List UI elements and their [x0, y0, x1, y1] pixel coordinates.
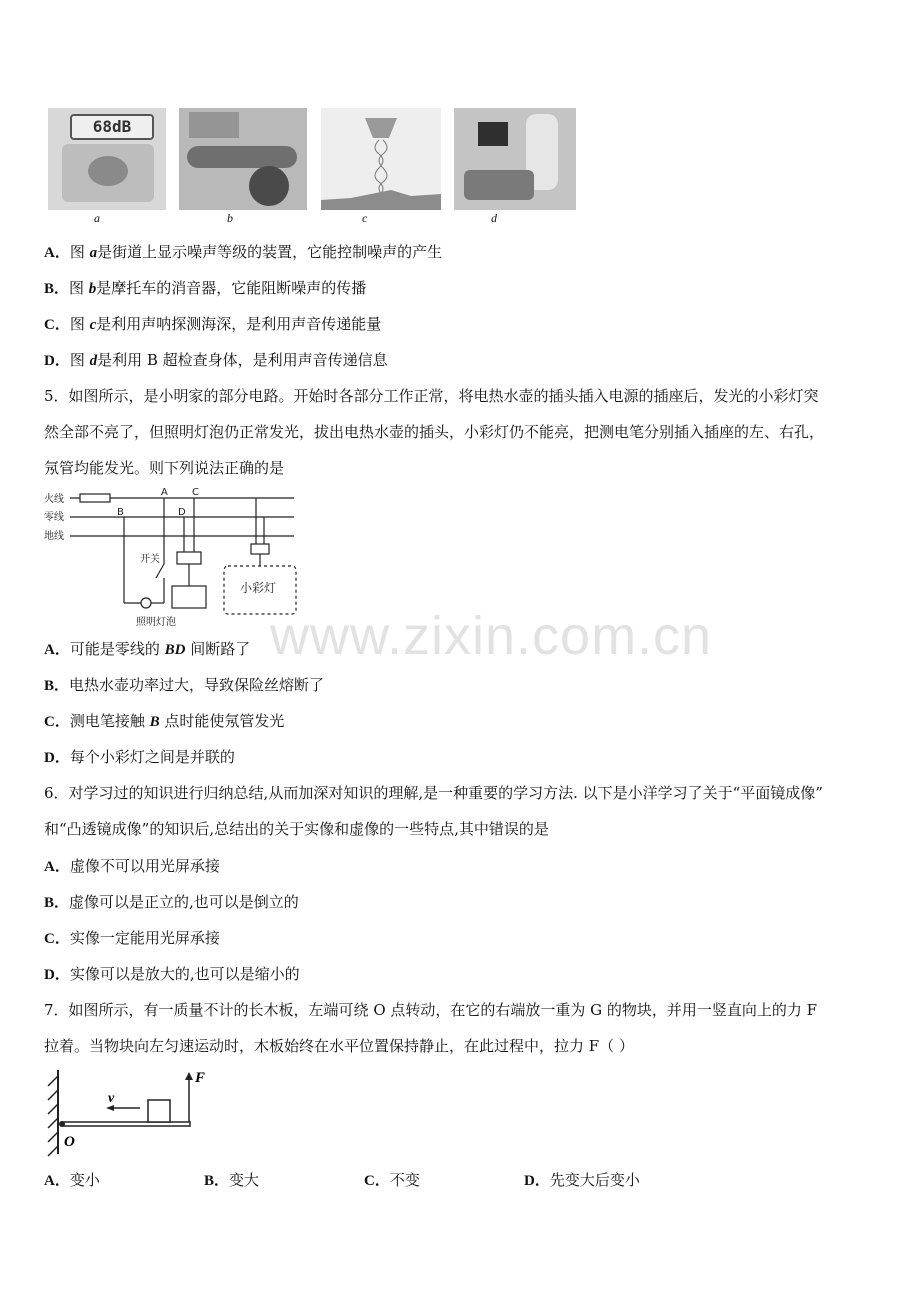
label-point-c: C	[192, 487, 199, 498]
caption-c: c	[362, 211, 368, 225]
q4-option-c: C．图 c是利用声呐探测海深，是利用声音传递能量	[44, 315, 382, 333]
label-point-d: D	[178, 507, 186, 518]
q6-stem-line2: 和“凸透镜成像”的知识后,总结出的关于实像和虚像的一些特点,其中错误的是	[44, 820, 549, 838]
noise-meter-display: 68dB	[70, 114, 154, 140]
sonar-ship-illustration	[321, 108, 441, 210]
q5-stem-line1: 5．如图所示，是小明家的部分电路。开始时各部分工作正常，将电热水壶的插头插入电源的插座后，发光的小彩灯突	[44, 387, 819, 405]
caption-d: d	[491, 211, 497, 225]
label-neutral-line: 零线	[44, 512, 64, 523]
caption-a: a	[94, 211, 100, 225]
label-small-lights: 小彩灯	[240, 581, 277, 595]
q4-option-a: A．图 a是街道上显示噪声等级的装置，它能控制噪声的产生	[44, 243, 443, 261]
photo-a	[48, 108, 166, 210]
q7-option-b: B．变大	[204, 1171, 260, 1189]
q5-stem-line2: 然全部不亮了，但照明灯泡仍正常发光，拔出电热水壶的插头，小彩灯仍不能亮，把测电笔分别插入插座的左、右孔，	[44, 423, 825, 441]
q5-option-a: A．可能是零线的 BD 间断路了	[44, 640, 251, 658]
label-lamp: 照明灯泡	[136, 617, 176, 628]
label-ground-line: 地线	[44, 531, 64, 542]
q7-option-d: D．先变大后变小	[524, 1171, 640, 1189]
q6-option-d: D．实像可以是放大的,也可以是缩小的	[44, 965, 300, 983]
label-switch: 开关	[140, 554, 160, 565]
photo-c	[321, 108, 441, 210]
q5-option-c: C．测电笔接触 B 点时能使氖管发光	[44, 712, 285, 730]
caption-b: b	[227, 211, 233, 225]
label-f: F	[195, 1070, 206, 1086]
q4-option-d: D．图 d是利用 B 超检查身体，是利用声音传递信息	[44, 351, 388, 369]
q5-stem-line3: 氖管均能发光。则下列说法正确的是	[44, 459, 285, 477]
photo-b	[179, 108, 307, 210]
q7-stem-line1: 7．如图所示，有一质量不计的长木板，左端可绕 O 点转动，在它的右端放一重为 G 的物块，并用一竖直向上的力 F	[44, 1001, 818, 1019]
q5-option-b: B．电热水壶功率过大，导致保险丝熔断了	[44, 676, 325, 694]
label-o: O	[64, 1134, 75, 1150]
label-point-b: B	[117, 507, 124, 518]
q7-option-c: C．不变	[364, 1171, 420, 1189]
q6-option-a: A．虚像不可以用光屏承接	[44, 857, 220, 875]
q7-lever-diagram	[44, 1066, 234, 1158]
watermark: www.zixin.com.cn	[270, 606, 713, 666]
q6-stem-line1: 6．对学习过的知识进行归纳总结,从而加深对知识的理解,是一种重要的学习方法. 以下是小洋学习了关于“平面镜成像”	[44, 784, 823, 802]
q5-option-d: D．每个小彩灯之间是并联的	[44, 748, 235, 766]
q7-stem-line2: 拉着。当物块向左匀速运动时，木板始终在水平位置保持静止，在此过程中，拉力 F（ ）	[44, 1037, 634, 1055]
photo-d	[454, 108, 576, 210]
q6-option-c: C．实像一定能用光屏承接	[44, 929, 220, 947]
label-fire-line: 火线	[44, 494, 64, 505]
q7-option-a: A．变小	[44, 1171, 100, 1189]
q4-option-b: B．图 b是摩托车的消音器，它能阻断噪声的传播	[44, 279, 367, 297]
q6-option-b: B．虚像可以是正立的,也可以是倒立的	[44, 893, 299, 911]
label-v: v	[108, 1091, 115, 1106]
label-point-a: A	[161, 487, 168, 498]
